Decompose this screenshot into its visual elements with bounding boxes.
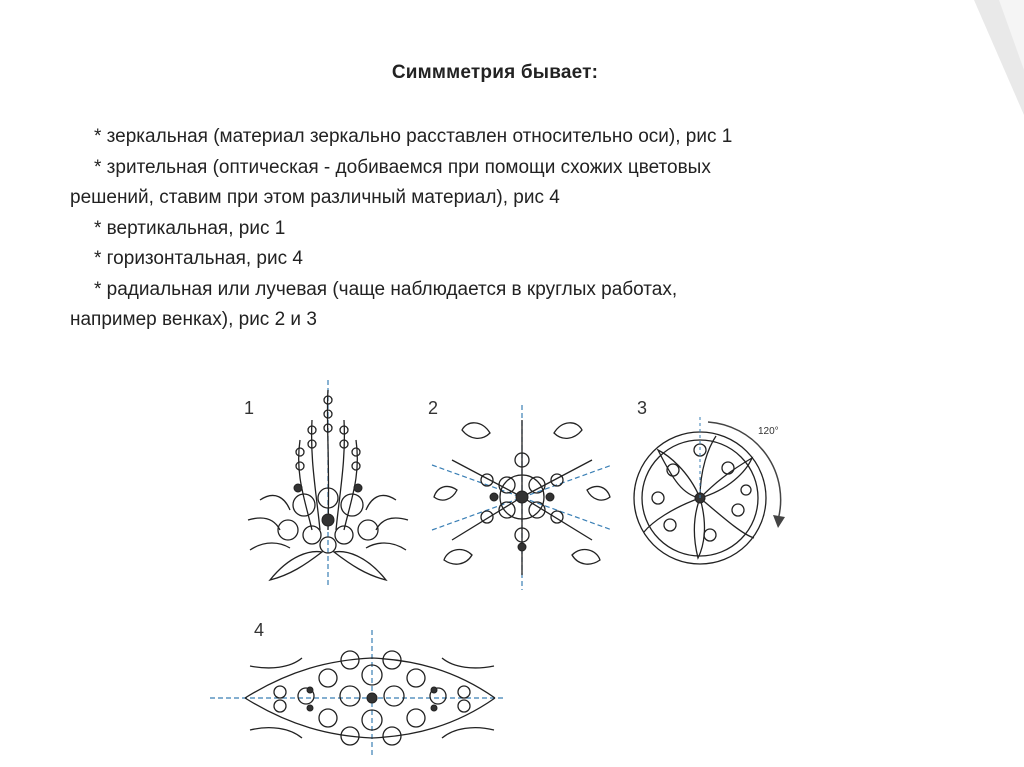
figure-1-vertical-arrangement [240, 380, 420, 595]
list-item-vertical: * вертикальная, рис 1 [94, 217, 286, 239]
figure-2-radial-arrangement [432, 405, 612, 590]
page-corner-decoration [964, 0, 1024, 120]
list-item-horizontal: * горизонтальная, рис 4 [94, 248, 303, 269]
figure-2-label: 2 [428, 398, 439, 418]
symmetry-list [70, 122, 890, 336]
figure-4-horizontal-arrangement [210, 630, 505, 760]
page-title: Симмметрия бывает: [391, 62, 599, 83]
list-item-visual-continued: решений, ставим при этом различный материал), рис 4 [70, 187, 560, 208]
figure-1-label: 1 [244, 398, 255, 418]
list-item-radial: * радиальная или лучевая (чаще наблюдается в круглых работах, [94, 278, 678, 300]
figure-3-label: 3 [637, 398, 648, 418]
list-item-radial-continued: например венках), рис 2 и 3 [70, 309, 317, 330]
figure-3-wreath-radial [628, 410, 813, 585]
figure-4-label: 4 [254, 620, 265, 640]
list-item-visual: * зрительная (оптическая - добиваемся при помощи схожих цветовых [94, 156, 711, 178]
rotation-angle-label: 120° [758, 426, 779, 437]
list-item-mirror: * зеркальная (материал зеркально расставлен относительно оси), рис 1 [94, 126, 733, 147]
